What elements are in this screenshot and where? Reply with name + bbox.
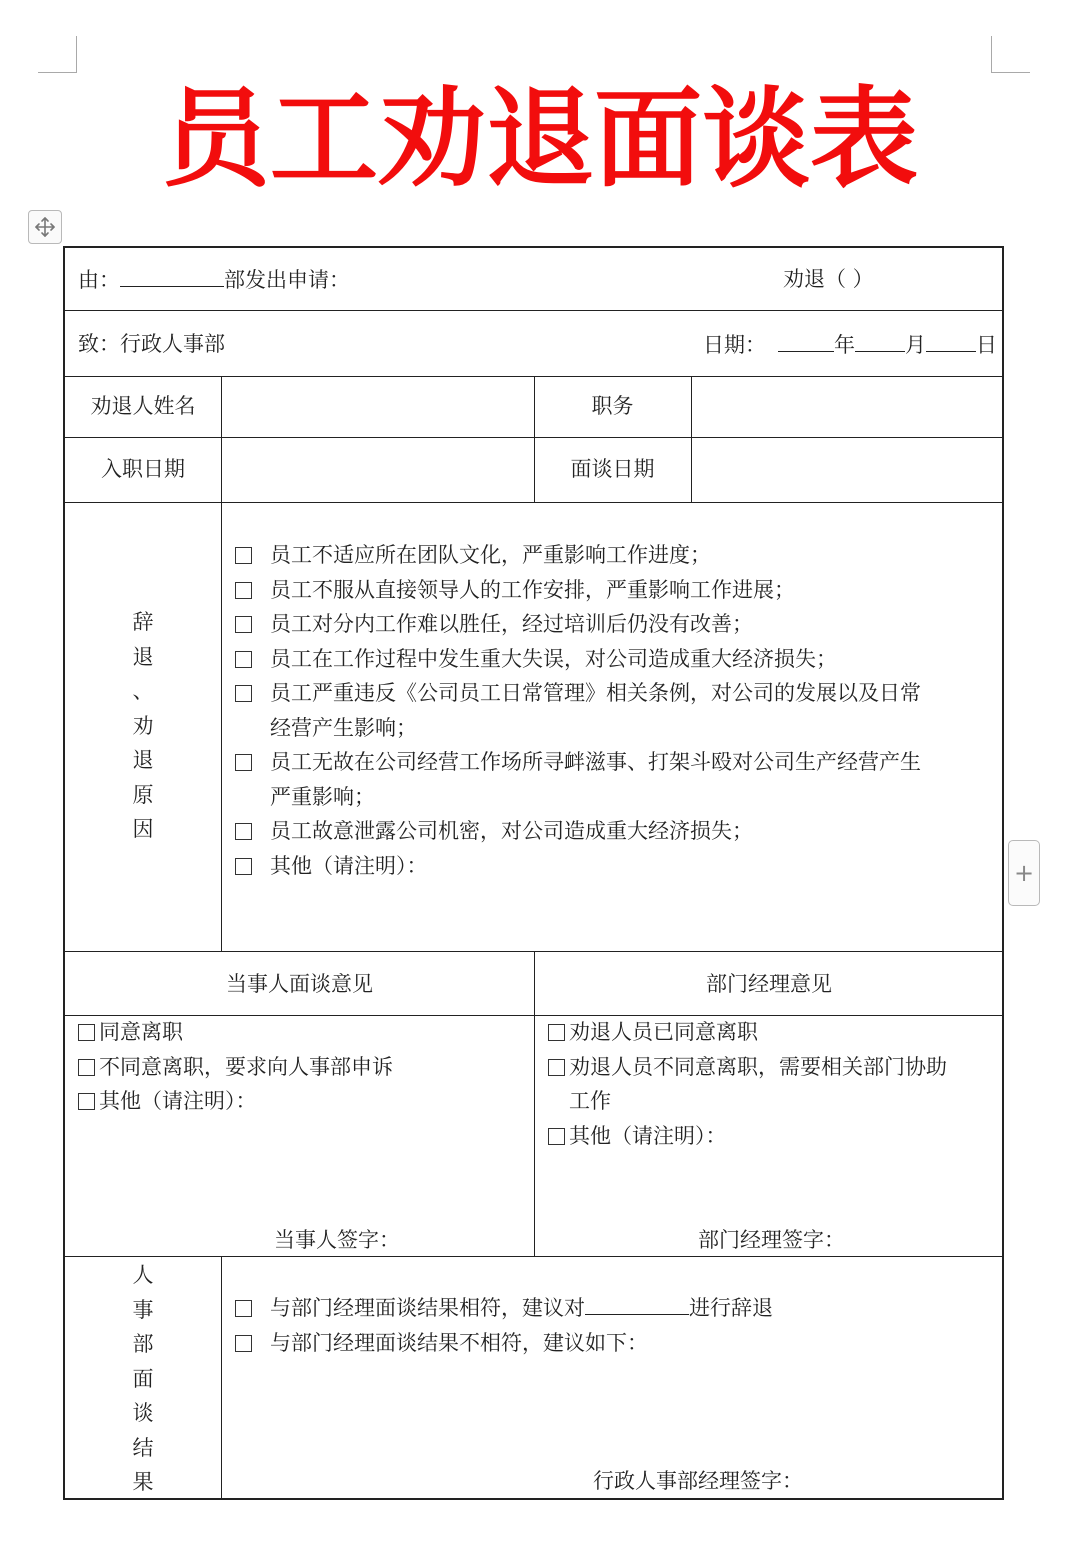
column-divider	[221, 376, 222, 951]
page-title: 员工劝退面谈表	[161, 77, 918, 202]
reasons-heading	[65, 605, 221, 847]
option-text: 不同意离职，要求向人事部申诉	[99, 1054, 393, 1079]
checkbox[interactable]	[235, 547, 252, 564]
employee-name-blank[interactable]	[585, 1294, 689, 1315]
employee-opinion-options	[78, 1015, 393, 1119]
column-divider	[221, 1256, 222, 1500]
option-text: 同意离职	[99, 1020, 183, 1044]
checkbox[interactable]	[78, 1024, 95, 1041]
option-text: 其他（请注明）：	[99, 1089, 257, 1113]
option-text: 劝退人员不同意离职，需要相关部门协助	[569, 1054, 947, 1079]
checkbox[interactable]	[548, 1059, 565, 1076]
interview-date-field[interactable]	[693, 439, 1003, 501]
reasons-heading-char: 退	[132, 644, 154, 669]
checkbox[interactable]	[235, 651, 252, 668]
move-arrows-icon	[33, 215, 57, 239]
reasons-options	[235, 538, 921, 883]
hr-heading-char: 部	[132, 1332, 154, 1356]
employee-signature-label: 当事人签字：	[274, 1228, 400, 1252]
option-text: 其他（请注明）：	[569, 1123, 727, 1148]
hr-result-option[interactable]	[235, 1326, 773, 1361]
column-divider	[691, 376, 692, 502]
hr-heading-char: 结	[132, 1435, 154, 1460]
dismissal-mark: 劝退（ ）	[783, 267, 874, 291]
reasons-heading-char: 原	[132, 782, 154, 807]
reasons-heading-char: 因	[132, 817, 154, 841]
position-label: 职务	[591, 394, 634, 418]
day-blank[interactable]	[926, 331, 976, 352]
reason-text: 员工不适应所在团队文化，严重影响工作进度；	[270, 543, 711, 567]
reason-option[interactable]	[235, 745, 921, 814]
option-text-continued: 工作	[569, 1089, 611, 1113]
page-corner-mark-top-left	[38, 36, 77, 73]
to-line: 致：行政人事部	[78, 332, 225, 356]
reason-option[interactable]	[235, 814, 921, 849]
checkbox[interactable]	[235, 582, 252, 599]
checkbox[interactable]	[235, 858, 252, 875]
name-label: 劝退人姓名	[90, 394, 196, 418]
option-text: 与部门经理面谈结果相符，建议对	[270, 1296, 585, 1320]
hr-heading-char: 果	[132, 1470, 154, 1494]
checkbox[interactable]	[235, 1300, 252, 1317]
reason-option[interactable]	[235, 573, 921, 608]
reason-option[interactable]	[235, 676, 921, 745]
day-label: 日	[976, 333, 997, 357]
add-column-button[interactable]	[1008, 840, 1040, 906]
reason-text: 员工严重违反《公司员工日常管理》相关条例，对公司的发展以及日常	[270, 681, 921, 705]
option-text-suffix: 进行辞退	[689, 1296, 773, 1320]
employee-opinion-option[interactable]	[78, 1050, 393, 1085]
plus-icon: +	[1013, 859, 1035, 887]
hr-result-heading	[65, 1258, 221, 1500]
reason-text: 员工不服从直接领导人的工作安排，严重影响工作进展；	[270, 577, 795, 602]
date-label: 日期：	[703, 333, 766, 357]
month-label: 月	[905, 333, 926, 357]
hr-heading-char: 面	[132, 1366, 154, 1391]
from-line	[78, 266, 350, 293]
reason-text: 员工故意泄露公司机密，对公司造成重大经济损失；	[270, 819, 753, 843]
reasons-heading-char: 、	[132, 679, 154, 703]
reason-text: 员工在工作过程中发生重大失误，对公司造成重大经济损失；	[270, 646, 837, 671]
checkbox[interactable]	[235, 685, 252, 702]
option-text: 劝退人员已同意离职	[569, 1020, 758, 1044]
row-divider	[65, 310, 1002, 311]
hr-heading-char: 谈	[132, 1401, 154, 1425]
hire-date-label: 入职日期	[101, 457, 185, 481]
reason-option[interactable]	[235, 607, 921, 642]
manager-opinion-options	[548, 1015, 947, 1153]
name-field[interactable]	[223, 378, 533, 436]
position-field[interactable]	[693, 378, 1003, 436]
checkbox[interactable]	[78, 1093, 95, 1110]
page-corner-mark-top-right	[991, 36, 1030, 73]
table-move-handle[interactable]	[28, 210, 62, 244]
reason-text: 其他（请注明）：	[270, 853, 428, 878]
dismissal-form-table	[63, 246, 1004, 1500]
checkbox[interactable]	[235, 616, 252, 633]
hr-result-options	[235, 1291, 773, 1360]
checkbox[interactable]	[235, 754, 252, 771]
checkbox[interactable]	[235, 823, 252, 840]
reason-option[interactable]	[235, 642, 921, 677]
reason-option[interactable]	[235, 849, 921, 884]
employee-opinion-heading: 当事人面谈意见	[226, 972, 373, 996]
reason-text-continued: 严重影响；	[270, 784, 375, 809]
reasons-heading-char: 退	[132, 748, 154, 772]
employee-opinion-option[interactable]	[78, 1015, 393, 1050]
from-prefix: 由：	[78, 268, 120, 292]
employee-opinion-option[interactable]	[78, 1084, 393, 1119]
hr-heading-char: 人	[132, 1263, 154, 1287]
manager-opinion-option[interactable]	[548, 1050, 947, 1119]
from-suffix: 部发出申请：	[224, 268, 350, 292]
reasons-heading-char: 辞	[132, 610, 154, 634]
year-blank[interactable]	[778, 331, 834, 352]
hr-manager-signature-label: 行政人事部经理签字：	[593, 1469, 803, 1493]
hr-result-option[interactable]	[235, 1291, 773, 1326]
manager-opinion-option[interactable]	[548, 1119, 947, 1154]
hr-heading-char: 事	[132, 1297, 154, 1322]
checkbox[interactable]	[548, 1024, 565, 1041]
interview-date-label: 面谈日期	[570, 457, 655, 481]
month-blank[interactable]	[855, 331, 905, 352]
reason-text-continued: 经营产生影响；	[270, 715, 417, 740]
reason-text: 员工无故在公司经营工作场所寻衅滋事、打架斗殴对公司生产经营产生	[270, 750, 921, 774]
hire-date-field[interactable]	[223, 439, 533, 501]
checkbox[interactable]	[235, 1335, 252, 1352]
department-blank[interactable]	[120, 266, 224, 287]
reasons-heading-char: 劝	[132, 713, 154, 738]
option-text: 与部门经理面谈结果不相符，建议如下：	[270, 1330, 648, 1355]
checkbox[interactable]	[548, 1128, 565, 1145]
checkbox[interactable]	[78, 1059, 95, 1076]
manager-opinion-option[interactable]	[548, 1015, 947, 1050]
row-divider	[65, 502, 1002, 503]
manager-signature-label: 部门经理签字：	[698, 1228, 845, 1252]
manager-opinion-heading: 部门经理意见	[706, 972, 832, 996]
reason-option[interactable]	[235, 538, 921, 573]
date-line	[703, 331, 997, 358]
year-label: 年	[834, 333, 855, 357]
reason-text: 员工对分内工作难以胜任，经过培训后仍没有改善；	[270, 612, 753, 636]
row-divider	[65, 1256, 1002, 1257]
